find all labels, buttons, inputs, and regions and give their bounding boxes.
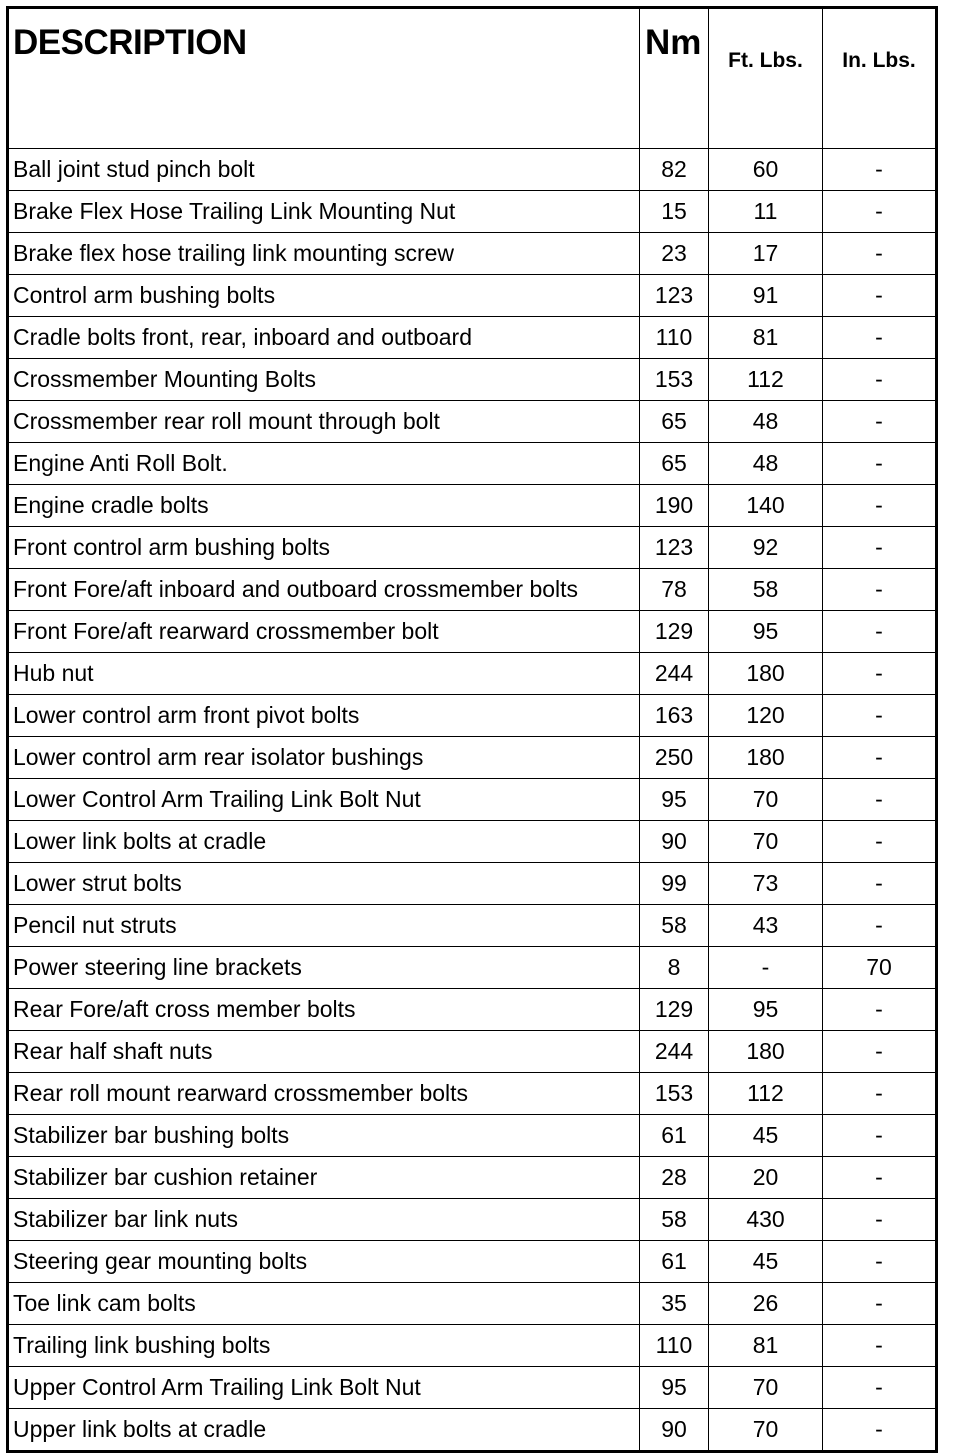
cell-in-lbs: - <box>823 485 937 527</box>
table-header-row <box>8 8 937 149</box>
cell-in-lbs: 70 <box>823 947 937 989</box>
table-row <box>8 821 937 863</box>
cell-nm: 190 <box>640 485 709 527</box>
table-row <box>8 443 937 485</box>
cell-ft-lbs: 70 <box>709 821 823 863</box>
cell-ft-lbs: 95 <box>709 989 823 1031</box>
table-row <box>8 653 937 695</box>
table-row <box>8 1199 937 1241</box>
cell-description: Brake flex hose trailing link mounting screw <box>8 233 640 275</box>
header-description: DESCRIPTION <box>8 8 640 149</box>
cell-in-lbs: - <box>823 737 937 779</box>
torque-specification-table <box>6 6 938 1453</box>
table-row <box>8 695 937 737</box>
cell-in-lbs: - <box>823 779 937 821</box>
cell-in-lbs: - <box>823 905 937 947</box>
cell-in-lbs: - <box>823 443 937 485</box>
table-row <box>8 611 937 653</box>
table-row <box>8 317 937 359</box>
cell-in-lbs: - <box>823 1409 937 1452</box>
cell-in-lbs: - <box>823 1241 937 1283</box>
header-nm: Nm <box>640 8 709 149</box>
table-row <box>8 569 937 611</box>
cell-ft-lbs: 17 <box>709 233 823 275</box>
cell-description: Cradle bolts front, rear, inboard and outboard <box>8 317 640 359</box>
table-row <box>8 1031 937 1073</box>
cell-ft-lbs: 70 <box>709 1367 823 1409</box>
table-row <box>8 779 937 821</box>
cell-description: Stabilizer bar cushion retainer <box>8 1157 640 1199</box>
cell-in-lbs: - <box>823 653 937 695</box>
cell-description: Lower control arm front pivot bolts <box>8 695 640 737</box>
cell-ft-lbs: 11 <box>709 191 823 233</box>
cell-nm: 163 <box>640 695 709 737</box>
cell-nm: 95 <box>640 1367 709 1409</box>
cell-ft-lbs: 60 <box>709 149 823 191</box>
cell-description: Lower strut bolts <box>8 863 640 905</box>
table-row <box>8 1073 937 1115</box>
cell-nm: 65 <box>640 401 709 443</box>
cell-ft-lbs: 92 <box>709 527 823 569</box>
cell-ft-lbs: 180 <box>709 653 823 695</box>
cell-description: Steering gear mounting bolts <box>8 1241 640 1283</box>
cell-ft-lbs: 112 <box>709 359 823 401</box>
cell-ft-lbs: 430 <box>709 1199 823 1241</box>
cell-nm: 78 <box>640 569 709 611</box>
cell-ft-lbs: - <box>709 947 823 989</box>
cell-ft-lbs: 48 <box>709 443 823 485</box>
cell-ft-lbs: 58 <box>709 569 823 611</box>
cell-description: Control arm bushing bolts <box>8 275 640 317</box>
cell-in-lbs: - <box>823 863 937 905</box>
cell-in-lbs: - <box>823 359 937 401</box>
cell-ft-lbs: 20 <box>709 1157 823 1199</box>
table-row <box>8 401 937 443</box>
cell-description: Upper link bolts at cradle <box>8 1409 640 1452</box>
cell-ft-lbs: 112 <box>709 1073 823 1115</box>
table-row <box>8 1157 937 1199</box>
cell-ft-lbs: 45 <box>709 1115 823 1157</box>
cell-in-lbs: - <box>823 401 937 443</box>
cell-description: Rear roll mount rearward crossmember bolts <box>8 1073 640 1115</box>
cell-in-lbs: - <box>823 569 937 611</box>
cell-in-lbs: - <box>823 191 937 233</box>
cell-description: Engine Anti Roll Bolt. <box>8 443 640 485</box>
table-row <box>8 1325 937 1367</box>
cell-nm: 129 <box>640 989 709 1031</box>
cell-in-lbs: - <box>823 149 937 191</box>
table-row <box>8 191 937 233</box>
cell-ft-lbs: 180 <box>709 737 823 779</box>
cell-nm: 99 <box>640 863 709 905</box>
table-row <box>8 275 937 317</box>
cell-in-lbs: - <box>823 1073 937 1115</box>
cell-description: Brake Flex Hose Trailing Link Mounting Nut <box>8 191 640 233</box>
cell-ft-lbs: 70 <box>709 779 823 821</box>
cell-description: Ball joint stud pinch bolt <box>8 149 640 191</box>
cell-in-lbs: - <box>823 611 937 653</box>
cell-ft-lbs: 180 <box>709 1031 823 1073</box>
cell-in-lbs: - <box>823 1031 937 1073</box>
cell-nm: 61 <box>640 1115 709 1157</box>
cell-in-lbs: - <box>823 527 937 569</box>
cell-in-lbs: - <box>823 233 937 275</box>
cell-description: Engine cradle bolts <box>8 485 640 527</box>
cell-description: Toe link cam bolts <box>8 1283 640 1325</box>
cell-ft-lbs: 43 <box>709 905 823 947</box>
cell-in-lbs: - <box>823 1199 937 1241</box>
cell-ft-lbs: 81 <box>709 317 823 359</box>
cell-ft-lbs: 81 <box>709 1325 823 1367</box>
table-row <box>8 485 937 527</box>
cell-description: Crossmember rear roll mount through bolt <box>8 401 640 443</box>
cell-description: Front control arm bushing bolts <box>8 527 640 569</box>
table-row <box>8 233 937 275</box>
cell-in-lbs: - <box>823 275 937 317</box>
cell-nm: 15 <box>640 191 709 233</box>
cell-description: Crossmember Mounting Bolts <box>8 359 640 401</box>
cell-ft-lbs: 45 <box>709 1241 823 1283</box>
cell-description: Front Fore/aft rearward crossmember bolt <box>8 611 640 653</box>
table-row <box>8 359 937 401</box>
cell-nm: 110 <box>640 317 709 359</box>
table-row <box>8 1115 937 1157</box>
table-row <box>8 1241 937 1283</box>
cell-nm: 28 <box>640 1157 709 1199</box>
table-row <box>8 737 937 779</box>
cell-in-lbs: - <box>823 821 937 863</box>
cell-ft-lbs: 91 <box>709 275 823 317</box>
table-row <box>8 863 937 905</box>
table-row <box>8 527 937 569</box>
cell-description: Power steering line brackets <box>8 947 640 989</box>
table-row <box>8 947 937 989</box>
cell-nm: 123 <box>640 275 709 317</box>
table-row <box>8 1409 937 1452</box>
cell-description: Trailing link bushing bolts <box>8 1325 640 1367</box>
cell-in-lbs: - <box>823 695 937 737</box>
table-row <box>8 989 937 1031</box>
cell-ft-lbs: 95 <box>709 611 823 653</box>
cell-ft-lbs: 73 <box>709 863 823 905</box>
cell-ft-lbs: 26 <box>709 1283 823 1325</box>
cell-nm: 82 <box>640 149 709 191</box>
cell-nm: 90 <box>640 821 709 863</box>
cell-nm: 90 <box>640 1409 709 1452</box>
cell-description: Lower control arm rear isolator bushings <box>8 737 640 779</box>
cell-ft-lbs: 70 <box>709 1409 823 1452</box>
cell-in-lbs: - <box>823 989 937 1031</box>
cell-in-lbs: - <box>823 317 937 359</box>
cell-in-lbs: - <box>823 1283 937 1325</box>
cell-ft-lbs: 120 <box>709 695 823 737</box>
cell-in-lbs: - <box>823 1367 937 1409</box>
cell-nm: 35 <box>640 1283 709 1325</box>
cell-nm: 153 <box>640 1073 709 1115</box>
cell-description: Upper Control Arm Trailing Link Bolt Nut <box>8 1367 640 1409</box>
table-row <box>8 1283 937 1325</box>
cell-ft-lbs: 140 <box>709 485 823 527</box>
table-row <box>8 1367 937 1409</box>
cell-nm: 95 <box>640 779 709 821</box>
cell-ft-lbs: 48 <box>709 401 823 443</box>
cell-description: Lower Control Arm Trailing Link Bolt Nut <box>8 779 640 821</box>
table-row <box>8 149 937 191</box>
header-ft-lbs: Ft. Lbs. <box>709 8 823 149</box>
cell-nm: 110 <box>640 1325 709 1367</box>
cell-description: Front Fore/aft inboard and outboard crossmember bolts <box>8 569 640 611</box>
table-row <box>8 905 937 947</box>
cell-nm: 23 <box>640 233 709 275</box>
cell-in-lbs: - <box>823 1157 937 1199</box>
cell-description: Lower link bolts at cradle <box>8 821 640 863</box>
cell-description: Hub nut <box>8 653 640 695</box>
cell-nm: 58 <box>640 1199 709 1241</box>
cell-description: Pencil nut struts <box>8 905 640 947</box>
cell-description: Rear Fore/aft cross member bolts <box>8 989 640 1031</box>
cell-description: Stabilizer bar bushing bolts <box>8 1115 640 1157</box>
cell-nm: 129 <box>640 611 709 653</box>
cell-nm: 244 <box>640 1031 709 1073</box>
table-body <box>8 149 937 1452</box>
cell-description: Stabilizer bar link nuts <box>8 1199 640 1241</box>
cell-nm: 8 <box>640 947 709 989</box>
cell-nm: 153 <box>640 359 709 401</box>
cell-nm: 65 <box>640 443 709 485</box>
header-in-lbs: In. Lbs. <box>823 8 937 149</box>
cell-nm: 123 <box>640 527 709 569</box>
cell-nm: 244 <box>640 653 709 695</box>
cell-nm: 250 <box>640 737 709 779</box>
cell-nm: 58 <box>640 905 709 947</box>
cell-description: Rear half shaft nuts <box>8 1031 640 1073</box>
cell-in-lbs: - <box>823 1115 937 1157</box>
cell-nm: 61 <box>640 1241 709 1283</box>
cell-in-lbs: - <box>823 1325 937 1367</box>
